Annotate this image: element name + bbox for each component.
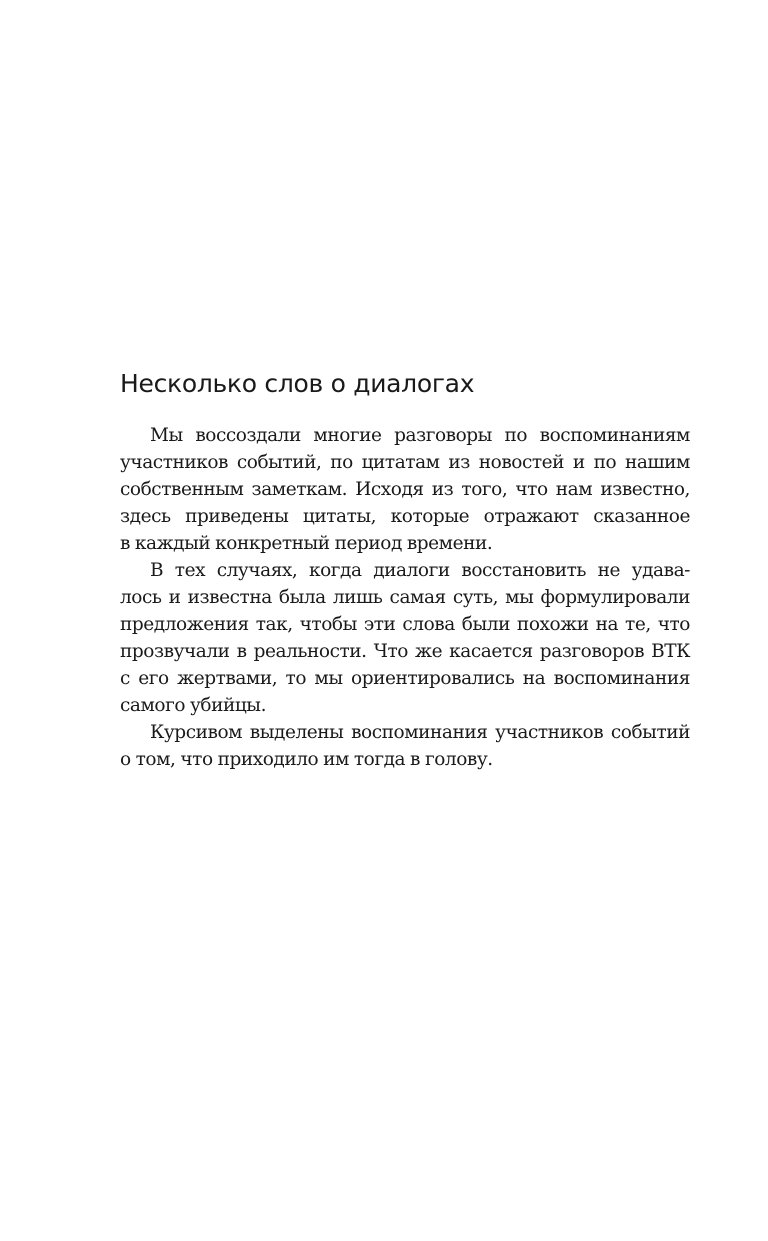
text-line: прозвучали в реальности. Что же касается разговоров ВТК (120, 641, 690, 662)
text-line: участников событий, по цитатам из новостей и по нашим (120, 452, 690, 473)
text-line: лось и известна была лишь самая суть, мы формулировали (120, 587, 690, 608)
body-text (120, 422, 690, 773)
text-line: о том, что приходило им тогда в голову. (120, 749, 493, 770)
text-line: здесь приведены цитаты, которые отражают сказанное (120, 506, 690, 527)
text-line: Курсивом выделены воспоминания участников событий (150, 722, 690, 743)
text-line: собственным заметкам. Исходя из того, что нам известно, (120, 479, 690, 500)
section-heading: Несколько слов о диалогах (120, 369, 475, 398)
text-line: предложения так, чтобы эти слова были похожи на те, что (120, 614, 690, 635)
text-line: с его жертвами, то мы ориентировались на воспоминания (120, 668, 690, 689)
text-line: В тех случаях, когда диалоги восстановить не удава- (150, 560, 690, 581)
paragraph (120, 422, 690, 557)
text-line: самого убийцы. (120, 695, 267, 716)
paragraph (120, 719, 690, 773)
text-line: Мы воссоздали многие разговоры по воспоминаниям (150, 425, 690, 446)
text-line: в каждый конкретный период времени. (120, 533, 493, 554)
paragraph (120, 557, 690, 719)
